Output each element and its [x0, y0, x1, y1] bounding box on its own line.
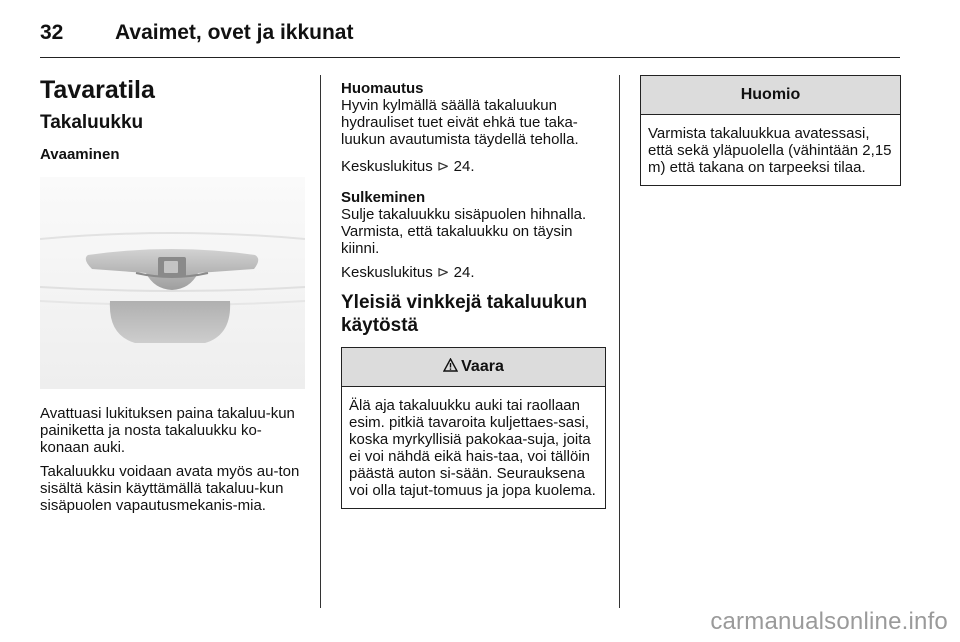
reference-page: 24. — [453, 264, 475, 281]
danger-text: Älä aja takaluukku auki tai raollaan esim. pitkiä tavaroita kuljettaes-sasi, koska myrkyllisiä pakokaa-suja, joita ei voi nähdä eikä hais-taa, voi tällöin päästä auton si-sään. Seurauksena voi olla tajut-tomuus ja jopa kuolema. — [349, 397, 596, 499]
page-number: 32 — [40, 21, 64, 44]
caution-text: Varmista takaluukkua avatessasi, että sekä yläpuolella (vähintään 2,15 m) että takana on tarpeeksi tilaa. — [648, 125, 892, 176]
column-1 — [40, 76, 305, 521]
page-reference-icon: ⊳ — [436, 158, 450, 175]
reference-page: 24. — [453, 158, 475, 175]
column-2 — [341, 80, 606, 509]
column-3 — [640, 75, 901, 186]
opening-paragraph-2: Takaluukku voidaan avata myös au-ton sisältä käsin käyttämällä takaluu-kun sisäpuolen vapautusmekanis-mia. — [40, 463, 300, 514]
caution-title: Huomio — [641, 76, 900, 115]
danger-title-bar — [342, 348, 605, 387]
note-title: Huomautus — [341, 80, 424, 97]
watermark: carmanualsonline.info — [710, 608, 948, 635]
note-text: Hyvin kylmällä säällä takaluukun hydrauliset tuet eivät ehkä tue taka-luukun avautumista täydellä teholla. — [341, 97, 579, 148]
section-title: Tavaratila — [40, 76, 155, 104]
reference-label: Keskuslukitus — [341, 158, 433, 175]
opening-heading: Avaaminen — [40, 146, 120, 163]
page-header — [40, 14, 900, 58]
cross-reference-1 — [341, 158, 606, 175]
reference-label: Keskuslukitus — [341, 264, 433, 281]
warning-triangle-icon — [443, 348, 458, 386]
tips-heading: Yleisiä vinkkejä takaluukun käytöstä — [341, 292, 588, 336]
subsection-title: Takaluukku — [40, 112, 144, 133]
closing-heading: Sulkeminen — [341, 189, 426, 206]
chapter-title: Avaimet, ovet ja ikkunat — [115, 21, 354, 44]
column-divider-2 — [619, 75, 620, 608]
cross-reference-2 — [341, 264, 606, 281]
column-divider-1 — [320, 75, 321, 608]
opening-paragraph-1: Avattuasi lukituksen paina takaluu-kun painiketta ja nosta takaluukku ko-konaan auki. — [40, 405, 295, 456]
tailgate-handle-illustration — [40, 177, 305, 389]
caution-box — [640, 75, 901, 186]
danger-title: Vaara — [461, 358, 504, 375]
page-reference-icon: ⊳ — [436, 264, 450, 281]
danger-box — [341, 347, 606, 509]
closing-text: Sulje takaluukku sisäpuolen hihnalla. Varmista, että takaluukku on täysin kiinni. — [341, 206, 587, 257]
header-divider — [40, 57, 900, 58]
